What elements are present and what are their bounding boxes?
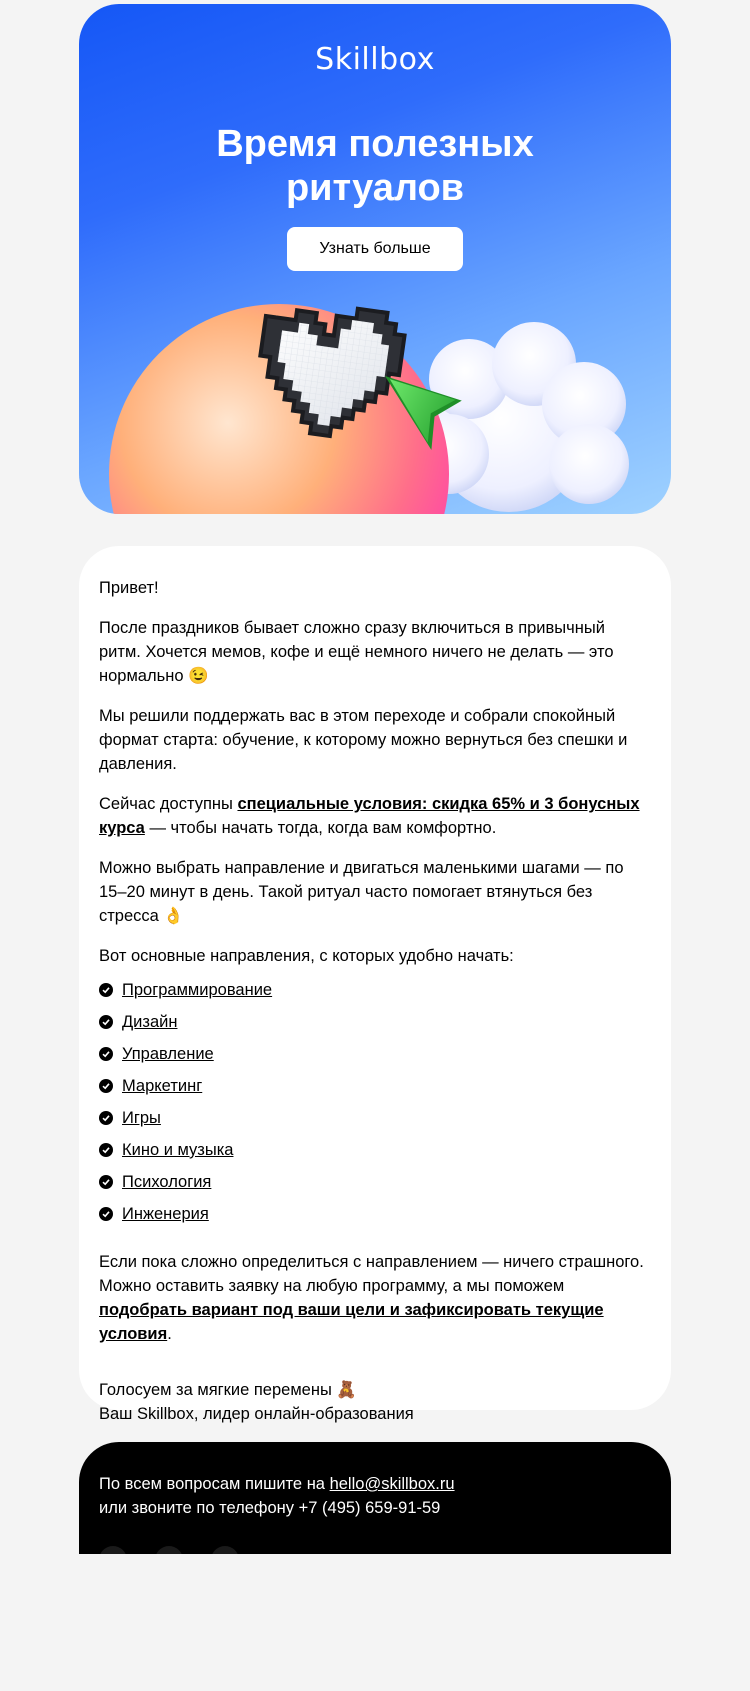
hero-banner — [79, 4, 671, 514]
list-item — [99, 1042, 651, 1066]
list-item — [99, 1106, 651, 1130]
greeting: Привет! — [99, 579, 159, 597]
paragraph-directions-intro: Вот основные направления, с которых удобно начать: — [99, 947, 514, 965]
offer-text-before: Сейчас доступны — [99, 795, 238, 813]
special-offer-link[interactable]: специальные условия: скидка 65% и 3 бонусных курса — [99, 795, 640, 837]
check-circle-icon — [99, 1079, 113, 1093]
signature-line-2: Ваш Skillbox, лидер онлайн-образования — [99, 1405, 414, 1423]
social-icon[interactable] — [211, 1546, 239, 1554]
choose-program-link[interactable]: подобрать вариант под ваши цели и зафиксировать текущие условия — [99, 1301, 604, 1343]
signature — [99, 1378, 651, 1426]
check-circle-icon — [99, 1175, 113, 1189]
paragraph-intro: После праздников бывает сложно сразу включиться в привычный ритм. Хочется мемов, кофе и ещё немного ничего не делать — это нормально 😉 — [99, 619, 614, 685]
paragraph-support: Мы решили поддержать вас в этом переходе и собрали спокойный формат старта: обучение, к которому можно вернуться без спешки и давления. — [99, 707, 628, 773]
list-item — [99, 978, 651, 1002]
direction-link[interactable]: Инженерия — [122, 1205, 209, 1223]
direction-link[interactable]: Игры — [122, 1109, 161, 1127]
direction-link[interactable]: Программирование — [122, 981, 273, 999]
hero-title-line-2: ритуалов — [285, 167, 465, 209]
signature-line-1: Голосуем за мягкие перемены 🧸 — [99, 1381, 357, 1399]
direction-link[interactable]: Маркетинг — [122, 1077, 203, 1095]
footer-email-line — [99, 1472, 455, 1496]
message-card — [79, 546, 671, 1423]
social-icon[interactable] — [155, 1546, 183, 1554]
footer — [79, 1442, 671, 1554]
paragraph-steps: Можно выбрать направление и двигаться маленькими шагами — по 15–20 минут в день. Такой ритуал часто помогает втянуться без стресса 👌 — [99, 859, 624, 925]
list-item — [99, 1170, 651, 1194]
directions-list — [99, 978, 651, 1226]
hero-title — [79, 122, 671, 210]
email-link[interactable]: hello@skillbox.ru — [329, 1475, 455, 1493]
message-content — [99, 576, 651, 1426]
footer-phone-line: или звоните по телефону +7 (495) 659-91-59 — [99, 1499, 441, 1517]
footer-contacts — [99, 1472, 455, 1520]
footer-email-prefix: По всем вопросам пишите на — [99, 1475, 330, 1493]
paragraph-help — [99, 1250, 651, 1346]
check-circle-icon — [99, 1111, 113, 1125]
check-circle-icon — [99, 1143, 113, 1157]
direction-link[interactable]: Психология — [122, 1173, 212, 1191]
skillbox-logo[interactable]: Skillbox — [315, 42, 435, 77]
list-item — [99, 1138, 651, 1162]
paragraph-offer — [99, 792, 651, 840]
direction-link[interactable]: Дизайн — [122, 1013, 178, 1031]
list-item — [99, 1010, 651, 1034]
check-circle-icon — [99, 983, 113, 997]
check-circle-icon — [99, 1047, 113, 1061]
learn-more-button[interactable]: Узнать больше — [287, 227, 463, 271]
social-icon[interactable] — [99, 1546, 127, 1554]
direction-link[interactable]: Кино и музыка — [122, 1141, 234, 1159]
offer-text-after: — чтобы начать тогда, когда вам комфортно. — [144, 819, 497, 837]
hero-title-line-1: Время полезных — [216, 123, 534, 165]
hero-illustration — [79, 284, 671, 514]
help-text-after: . — [167, 1325, 172, 1343]
check-circle-icon — [99, 1207, 113, 1221]
check-circle-icon — [99, 1015, 113, 1029]
help-text-before: Если пока сложно определиться с направлением — ничего страшного. Можно оставить заявку на любую программу, а мы поможем — [99, 1253, 644, 1295]
direction-link[interactable]: Управление — [122, 1045, 214, 1063]
list-item — [99, 1202, 651, 1226]
list-item — [99, 1074, 651, 1098]
